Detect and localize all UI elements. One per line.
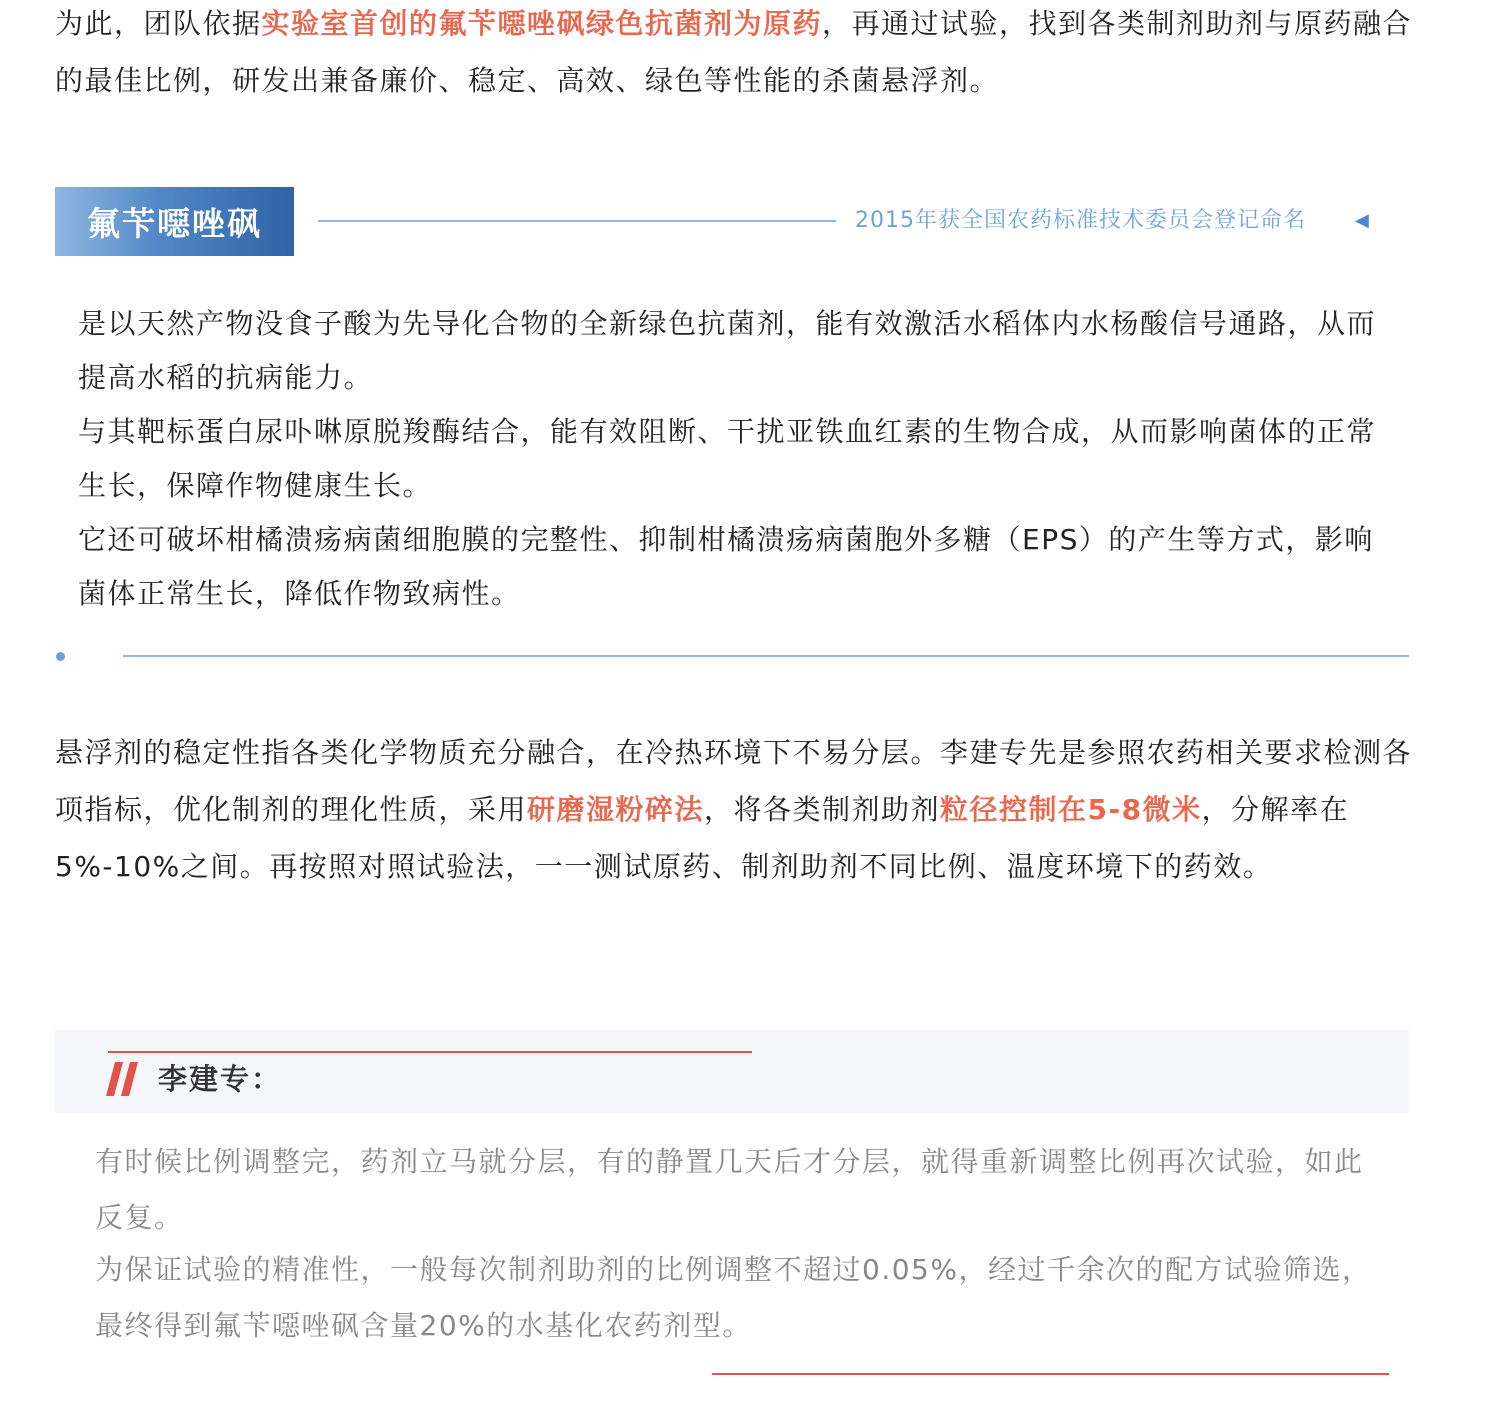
- section-description-2: 与其靶标蛋白尿卟啉原脱羧酶结合，能有效阻断、干扰亚铁血红素的生物合成，从而影响菌体的正常生长，保障作物健康生长。: [78, 415, 1377, 502]
- section-description-3: 它还可破坏柑橘溃疡病菌细胞膜的完整性、抑制柑橘溃疡病菌胞外多糖（EPS）的产生等方式，影响菌体正常生长，降低作物致病性。: [78, 523, 1374, 610]
- intro-paragraph: [55, 0, 1415, 109]
- divider-dot: [56, 652, 65, 661]
- intro-text-1: 为此，团队依据: [55, 7, 262, 40]
- quote-bottom-line: [712, 1373, 1389, 1375]
- stability-text-1: 悬浮剂的稳定性指各类化学物质充分融合，在冷热环境下不易分层。李建专先是参照农药相关要求检测各项指标，优化制剂的理化性质，采用: [55, 736, 1413, 826]
- section-title-box: [55, 187, 294, 256]
- stability-text-3: ，分解率在5%-10%之间。再按照对照试验法，一一测试原药、制剂助剂不同比例、温度环境下的药效。: [55, 793, 1350, 883]
- section-description-1: 是以天然产物没食子酸为先导化合物的全新绿色抗菌剂，能有效激活水稻体内水杨酸信号通路，从而提高水稻的抗病能力。: [78, 307, 1377, 394]
- section-title: 氟苄噁唑砜: [87, 204, 262, 243]
- stability-text-2: ，将各类制剂助剂: [704, 793, 941, 826]
- stability-highlight-2: 粒径控制在5-8微米: [940, 793, 1202, 826]
- stability-highlight-1: 研磨湿粉碎法: [527, 793, 705, 826]
- section-subtitle: 2015年获全国农药标准技术委员会登记命名: [855, 208, 1306, 233]
- quote-top-line: [108, 1051, 752, 1053]
- quote-mark-icon: [103, 1060, 143, 1100]
- intro-highlight: 实验室首创的氟苄噁唑砜绿色抗菌剂为原药: [261, 7, 823, 40]
- left-triangle-icon: ◀: [1355, 210, 1369, 231]
- quote-line-2: 为保证试验的精准性，一般每次制剂助剂的比例调整不超过0.05%，经过千余次的配方试验筛选，最终得到氟苄噁唑砜含量20%的水基化农药剂型。: [95, 1253, 1372, 1342]
- section-title-line: [318, 220, 836, 222]
- divider-line: [123, 655, 1409, 657]
- intro-text-2: ，再通过试验，找到各类制剂助剂与原药融合的最佳比例，研发出兼备廉价、稳定、高效、绿色等性能的杀菌悬浮剂。: [55, 7, 1413, 97]
- quote-speaker: 李建专：: [158, 1062, 283, 1096]
- quote-line-1: 有时候比例调整完，药剂立马就分层，有的静置几天后才分层，就得重新调整比例再次试验，如此反复。: [95, 1145, 1364, 1234]
- stability-paragraph: [55, 724, 1415, 895]
